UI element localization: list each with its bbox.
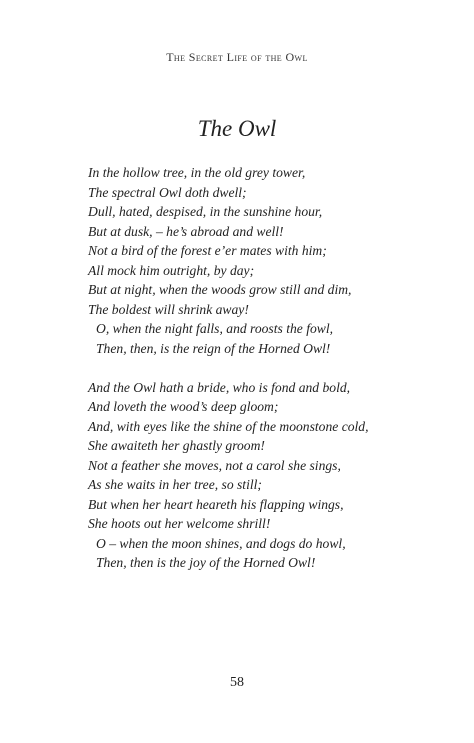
- refrain-line: Then, then is the joy of the Horned Owl!: [96, 555, 316, 570]
- verse-line: Dull, hated, despised, in the sunshine hour,: [88, 204, 323, 219]
- verse-line: Not a bird of the forest e’er mates with him;: [88, 243, 327, 258]
- verse-line: But when her heart heareth his flapping wings,: [88, 496, 344, 512]
- refrain-line: O – when the moon shines, and dogs do howl,: [96, 535, 346, 551]
- refrain-line: Then, then, is the reign of the Horned Owl!: [96, 340, 331, 356]
- poem-title: The Owl: [197, 116, 277, 141]
- verse-line: She awaiteth her ghastly groom!: [88, 438, 265, 453]
- verse-line: As she waits in her tree, so still;: [88, 477, 262, 492]
- verse-line: In the hollow tree, in the old grey tower,: [88, 165, 306, 180]
- stanza-2: [88, 378, 448, 573]
- verse-line: All mock him outright, by day;: [88, 262, 255, 278]
- stanza-1: [88, 163, 448, 358]
- verse-line: The spectral Owl doth dwell;: [88, 184, 247, 200]
- refrain-line: O, when the night falls, and roosts the fowl,: [96, 321, 334, 336]
- verse-line: She hoots out her welcome shrill!: [88, 516, 271, 531]
- verse-line: But at dusk, – he’s abroad and well!: [88, 223, 284, 239]
- verse-line: But at night, when the woods grow still and dim,: [88, 282, 352, 297]
- verse-line: Not a feather she moves, not a carol she sings,: [88, 457, 341, 473]
- verse-line: The boldest will shrink away!: [88, 301, 249, 317]
- verse-line: And, with eyes like the shine of the moonstone cold,: [88, 418, 369, 434]
- verse-line: And loveth the wood’s deep gloom;: [88, 399, 279, 414]
- verse-line: And the Owl hath a bride, who is fond and bold,: [88, 379, 351, 395]
- poem-body: [88, 163, 448, 592]
- running-head: The Secret Life of the Owl: [166, 50, 308, 64]
- page-number: 58: [230, 675, 244, 690]
